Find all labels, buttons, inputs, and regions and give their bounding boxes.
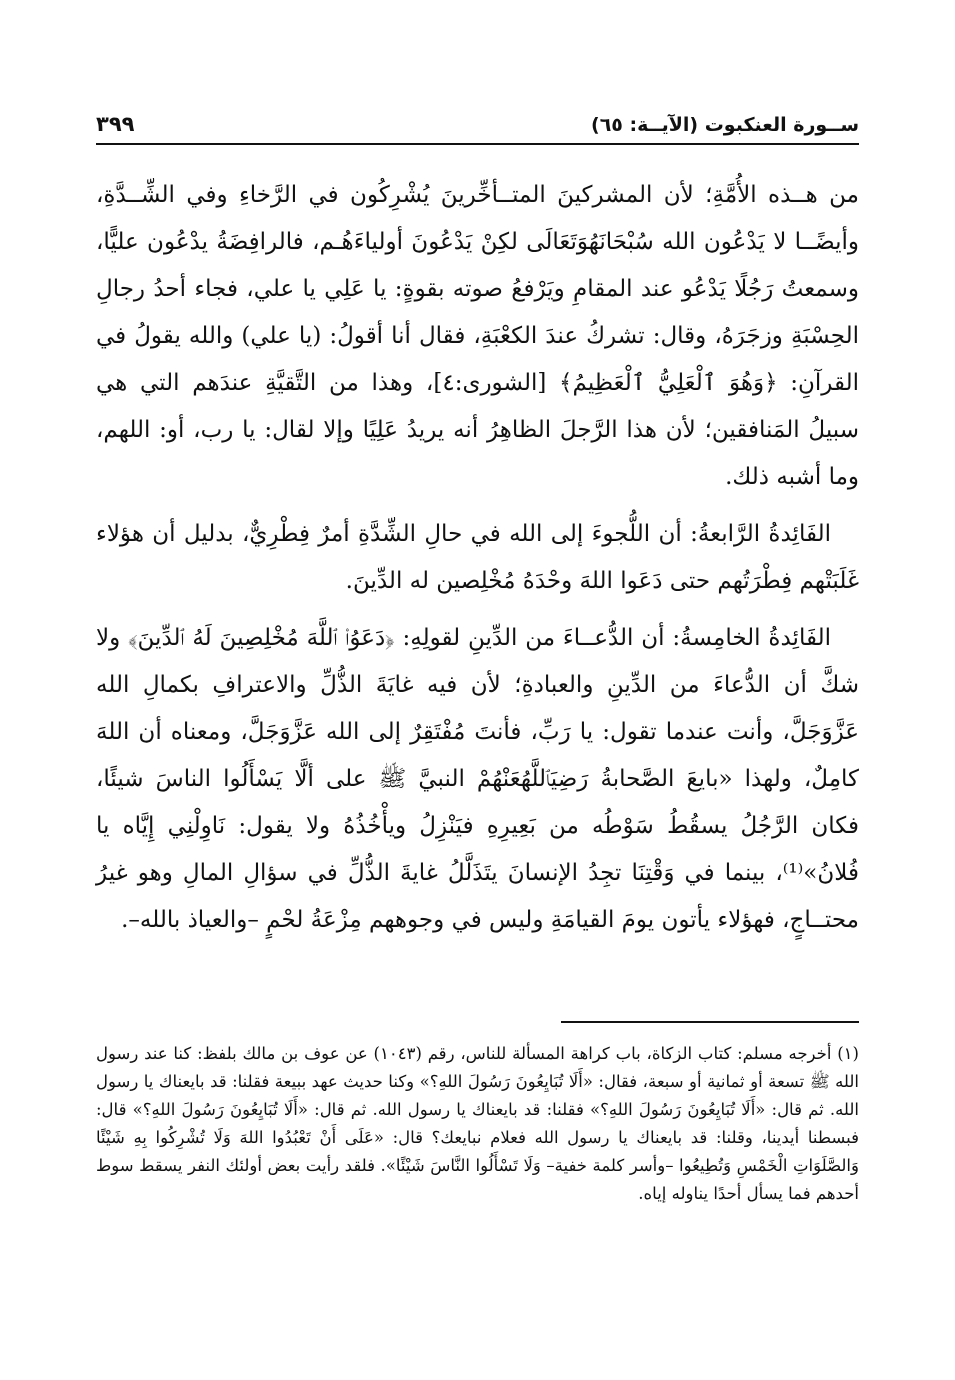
running-header (96, 100, 859, 136)
header-divider (96, 143, 859, 145)
paragraph-intro: من هــذه الأُمَّةِ؛ لأن المشركينَ المتــأخِّرينَ يُشْرِكُون في الرَّخاءِ وفي الشِّــدَّةِ، وأيضًــا لا يَدْعُون الله سُبْحَانَهُوَتَعَالَى لكِنْ يَدْعُونَ أولياءَهُـم، فالرافِضَةُ يدْعُون عليًّا، وسمعتُ رَجُلًا يَدْعُو عند المقامِ ويَرْفعُ صوته بقوةٍ: يا عَلِي يا علي، فجاء أحدُ رجالِ الحِسْبَةِ وزجَرَهُ، وقال: تشركُ عندَ الكعْبَةِ، فقال أنا أقولُ: (يا علي) والله يقولُ في القرآنِ: ﴿وَهُوَ ٱلْعَلِيُّ ٱلْعَظِيمُ﴾ [الشورى:٤]، وهذا من التَّقيَّةِ عندَهم التي هي سبيلُ المَنافقين؛ لأن هذا الرَّجلَ الظاهِرُ أنه يريدُ عَلِيًا وإلا لقال: يا رب، أو: اللهم، وما أشبه ذلك. (96, 182, 860, 490)
paragraph-fifth-benefit: الفَائِدةُ الخامِسةُ: أن الدُّعــاءَ من الدِّينِ لقولِهِ: ﴿دَعَوُا۟ ٱللَّهَ مُخْلِصِينَ لَهُ ٱلدِّينَ﴾ ولا شكَّ أن الدُّعاءَ من الدِّينِ والعبادةِ؛ لأن فيه غايَةَ الذُّلِّ والاعترافِ بكمالِ الله عَزَّوَجَلَّ، وأنت عندما تقول: يا رَبِّ، فأنتَ مُفْتَقِرٌ إلى الله عَزَّوَجَلَّ، ومعناه أن اللهَ كامِلٌ، ولهذا «بايعَ الصَّحابةُ رَضِيَٱللَّهُعَنْهُمْ النبيَّ ﷺ على ألَّا يَسْأَلُوا الناسَ شيئًا، فكان الرَّجُلُ يسقُطُ سَوْطُه من بَعِيرِهِ فيَنْزِلُ ويأْخُذُهُ ولا يقول: نَاوِلْنِي إِيَّاه يا فُلانُ»⁽¹⁾، بينما في وَقْتِنَا تجِدُ الإنسانَ يتَذَلَّلُ غايةَ الذُّلِّ في سؤالِ المالِ وهو غيرُ محتــاجٍ، فهؤلاء يأتون يومَ القيامَةِ وليس في وجوههم مِزْعَةُ لحْمٍ –والعياذ بالله–. (96, 625, 859, 933)
footnote-divider (561, 1021, 859, 1023)
paragraph-fourth-benefit: الفَائِدةُ الرَّابعةُ: أن اللُّجوءَ إلى الله في حالِ الشِّدَّةِ أمرٌ فِطْرِيٌّ، بدليل أن هؤلاء غَلَبَتْهم فِطْرَتُهم حتى دَعَوا اللهَ وحْدَهُ مُخْلِصين له الدِّينَ. (96, 521, 859, 594)
main-text (96, 172, 859, 944)
footnote-1: (١) أخرجه مسلم: كتاب الزكاة، باب كراهة المسألة للناس، رقم (١٠٤٣) عن عوف بن مالك بلفظ: كنا عند رسول الله ﷺ تسعة أو ثمانية أو سبعة، فقال: «أَلَا تُبَايِعُونَ رَسُولَ اللهِ؟» وكنا حديث عهد ببيعة فقلنا: قد بايعناك يا رسول الله. ثم قال: «أَلَا تُبَايِعُونَ رَسُولَ اللهِ؟» فقلنا: قد بايعناك يا رسول الله. ثم قال: «أَلَا تُبَايِعُونَ رَسُولَ اللهِ؟» قال: فبسطنا أيدينا، وقلنا: قد بايعناك يا رسول الله فعلام نبايعك؟ قال: «عَلَى أَنْ تَعْبُدُوا اللهَ وَلَا تُشْرِكُوا بِهِ شَيْئًا وَالصَّلَوَاتِ الْخَمْسِ وَتُطِيعُوا –وأسر كلمة خفية– وَلَا تَسْأَلُوا النَّاسَ شَيْئًا». فلقد رأيت بعض أولئك النفر يسقط سوط أحدهم فما يسأل أحدًا يناوله إياه. (96, 1044, 859, 1203)
header-surah-title: ســورة العنكبوت (الآيــة: ٦٥) (591, 114, 859, 136)
page-number: ٣٩٩ (96, 112, 135, 136)
footnotes (96, 1040, 859, 1208)
